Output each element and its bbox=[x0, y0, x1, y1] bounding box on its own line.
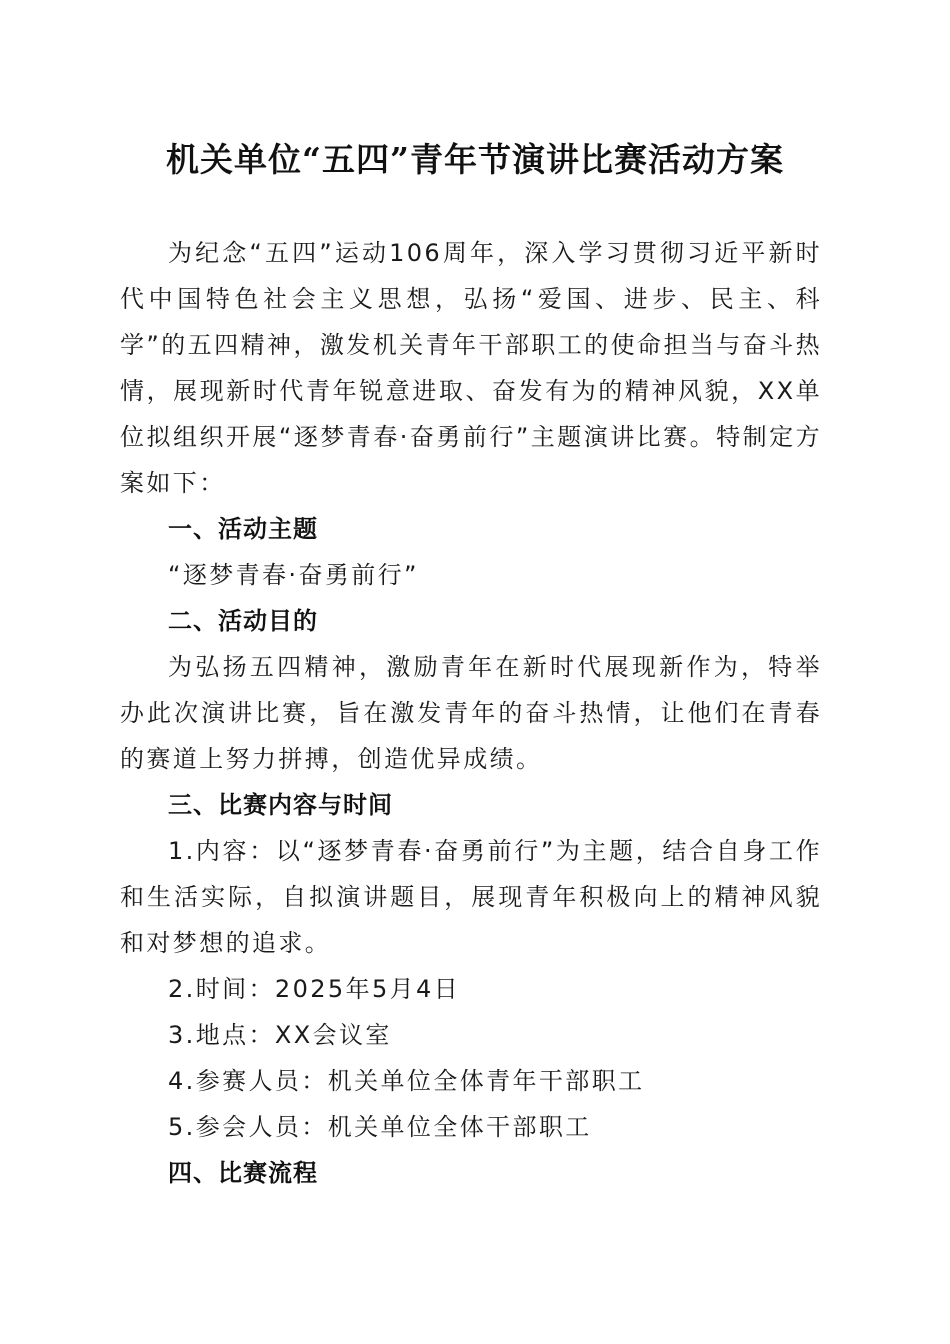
attendees-item: 5.参会人员：机关单位全体干部职工 bbox=[168, 1113, 592, 1141]
content-item: 1.内容：以“逐梦青春·奋勇前行”为主题，结合自身工作和生活实际，自拟演讲题目，展现青年积极向上的精神风貌和对梦想的追求。 bbox=[120, 837, 822, 957]
section-heading-purpose: 二、活动目的 bbox=[168, 607, 318, 635]
participants-item: 4.参赛人员：机关单位全体青年干部职工 bbox=[168, 1067, 645, 1095]
theme-text: “逐梦青春·奋勇前行” bbox=[168, 561, 419, 589]
purpose-paragraph: 为弘扬五四精神，激励青年在新时代展现新作为，特举办此次演讲比赛，旨在激发青年的奋斗热情，让他们在青春的赛道上努力拼搏，创造优异成绩。 bbox=[120, 653, 822, 773]
time-item: 2.时间：2025年5月4日 bbox=[168, 975, 461, 1003]
location-item: 3.地点：XX会议室 bbox=[168, 1021, 392, 1049]
document-title: 机关单位“五四”青年节演讲比赛活动方案 bbox=[166, 140, 784, 179]
section-heading-content-time: 三、比赛内容与时间 bbox=[168, 791, 393, 819]
section-heading-process: 四、比赛流程 bbox=[168, 1159, 318, 1187]
intro-paragraph: 为纪念“五四”运动106周年，深入学习贯彻习近平新时代中国特色社会主义思想，弘扬“爱国、进步、民主、科学”的五四精神，激发机关青年干部职工的使命担当与奋斗热情，展现新时代青年锐意进取、奋发有为的精神风貌，XX单位拟组织开展“逐梦青春·奋勇前行”主题演讲比赛。特制定方案如下： bbox=[120, 239, 822, 497]
section-heading-theme: 一、活动主题 bbox=[168, 515, 318, 543]
document-body bbox=[120, 230, 822, 1196]
